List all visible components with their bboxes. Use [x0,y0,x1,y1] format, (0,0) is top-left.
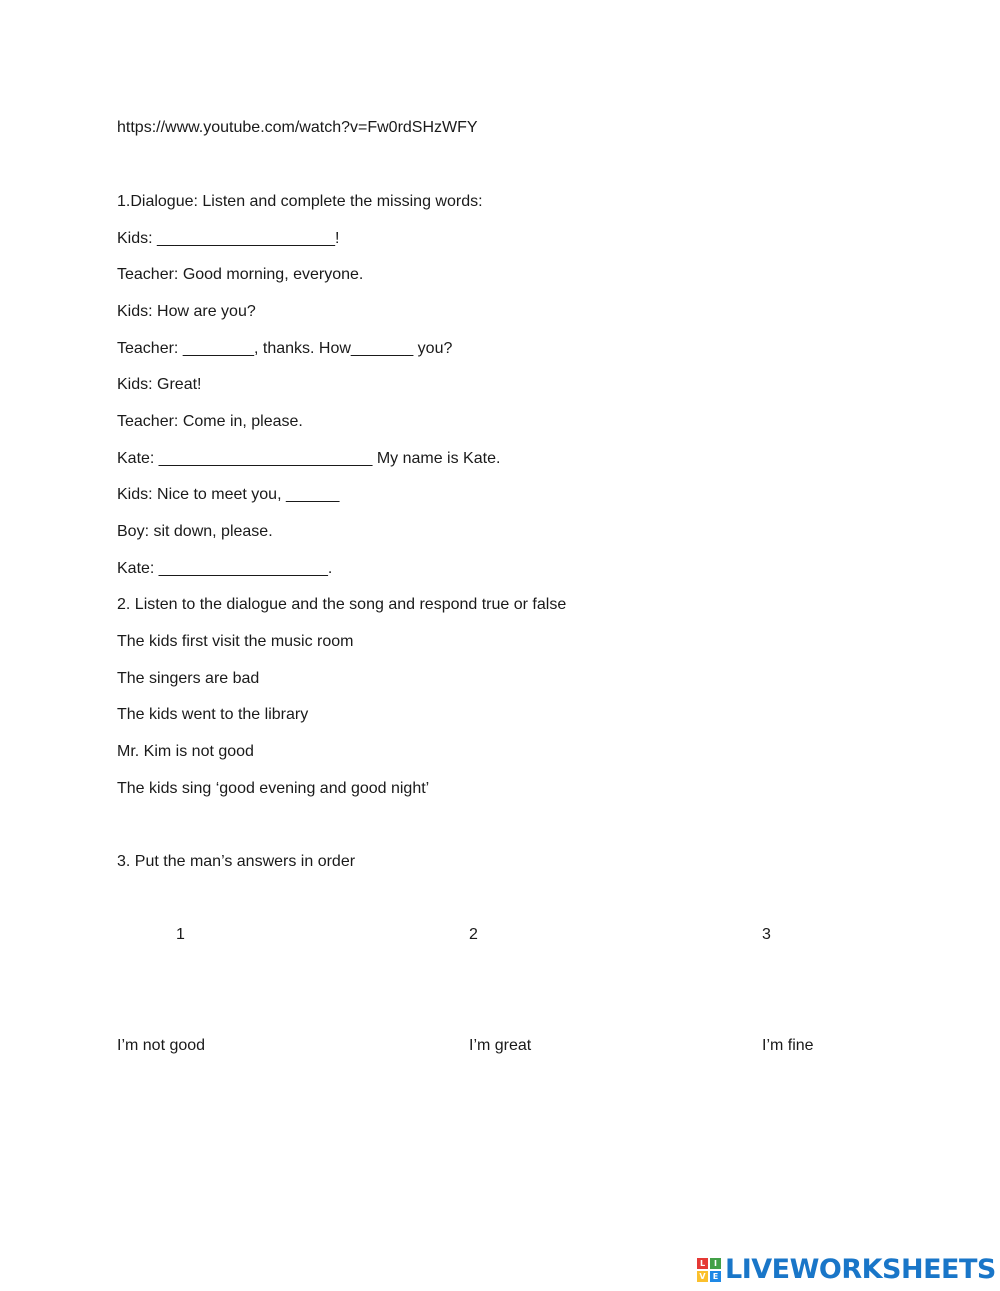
logo-block-l: L [697,1258,708,1269]
order-number-1: 1 [176,926,185,943]
dialogue-line: Teacher: Good morning, everyone. [117,266,364,283]
answer-option: I’m not good [117,1037,206,1054]
section2-title: 2. Listen to the dialogue and the song and respond true or false [117,596,567,613]
section1-title: 1.Dialogue: Listen and complete the missing words: [117,193,483,210]
order-number-2: 2 [469,926,478,943]
statement: The singers are bad [117,670,260,687]
statement: Mr. Kim is not good [117,743,254,760]
dialogue-line: Teacher: ________, thanks. How_______ you? [117,340,453,357]
dialogue-line: Kids: ____________________! [117,230,340,247]
logo-block-i: I [710,1258,721,1269]
logo-block-v: V [697,1271,708,1282]
dialogue-line: Kate: ___________________. [117,560,333,577]
dialogue-line: Kids: Nice to meet you, ______ [117,486,340,503]
answer-option: I’m great [469,1037,532,1054]
dialogue-line: Kids: How are you? [117,303,256,320]
order-number-3: 3 [762,926,771,943]
logo-text: LIVEWORKSHEETS [725,1254,996,1285]
video-link[interactable]: https://www.youtube.com/watch?v=Fw0rdSHzWFY [117,119,478,136]
logo-block-e: E [710,1271,721,1282]
statement: The kids first visit the music room [117,633,354,650]
answer-option: I’m fine [762,1037,814,1054]
liveworksheets-logo [697,1256,996,1284]
dialogue-line: Teacher: Come in, please. [117,413,303,430]
section3-title: 3. Put the man’s answers in order [117,853,356,870]
statement: The kids sing ‘good evening and good night’ [117,780,430,797]
dialogue-line: Kate: ________________________ My name is Kate. [117,450,501,467]
dialogue-line: Boy: sit down, please. [117,523,273,540]
statement: The kids went to the library [117,706,309,723]
logo-blocks-icon [697,1258,721,1282]
dialogue-line: Kids: Great! [117,376,202,393]
